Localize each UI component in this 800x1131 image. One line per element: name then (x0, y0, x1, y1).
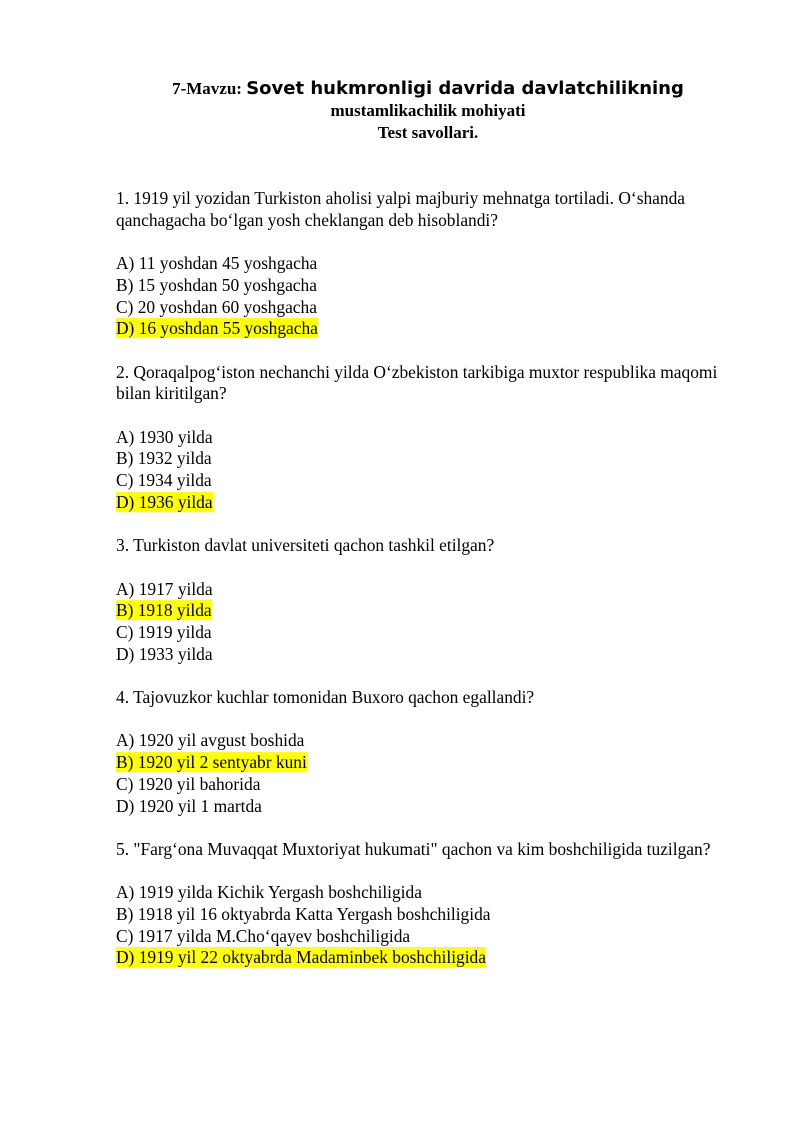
answer-option (116, 904, 746, 926)
option-text: C) 1919 yilda (116, 621, 212, 642)
correct-answer-option (116, 600, 746, 622)
topic-name: Sovet hukmronligi davrida davlatchilikning (246, 78, 684, 99)
option-text: D) 16 yoshdan 55 yoshgacha (116, 318, 318, 339)
answer-option (116, 926, 746, 948)
answer-option (116, 470, 746, 492)
question-2 (116, 362, 746, 514)
question-list (116, 188, 746, 991)
option-text: C) 1917 yilda M.Cho‘qayev boshchiligida (116, 925, 411, 946)
question-5 (116, 839, 746, 969)
answer-option (116, 275, 746, 297)
option-text: C) 20 yoshdan 60 yoshgacha (116, 296, 317, 317)
answer-option (116, 448, 746, 470)
answer-option (116, 644, 746, 666)
answer-option (116, 730, 746, 752)
option-text: D) 1933 yilda (116, 643, 213, 664)
answer-option (116, 796, 746, 818)
option-text: D) 1920 yil 1 martda (116, 795, 262, 816)
option-text: B) 1920 yil 2 sentyabr kuni (116, 752, 307, 773)
question-text: 2. Qoraqalpog‘iston nechanchi yilda O‘zbekiston tarkibiga muxtor respublika maqomi bilan kiritilgan? (116, 361, 718, 404)
section-title: Test savollari. (377, 123, 479, 142)
option-text: A) 1930 yilda (116, 426, 213, 447)
option-text: C) 1934 yilda (116, 470, 212, 491)
correct-answer-option (116, 752, 746, 774)
topic-label: 7-Mavzu: (172, 79, 242, 98)
answer-option (116, 427, 746, 449)
topic-title (28, 78, 800, 100)
option-text: A) 11 yoshdan 45 yoshgacha (116, 253, 318, 274)
question-text: 4. Tajovuzkor kuchlar tomonidan Buxoro qachon egallandi? (116, 687, 535, 708)
question-3 (116, 535, 746, 665)
question-1 (116, 188, 746, 340)
answer-option (116, 297, 746, 319)
option-text: A) 1917 yilda (116, 578, 213, 599)
option-text: A) 1919 yilda Kichik Yergash boshchiligida (116, 882, 422, 903)
question-text: 3. Turkiston davlat universiteti qachon tashkil etilgan? (116, 535, 495, 556)
correct-answer-option (116, 318, 746, 340)
answer-option (116, 622, 746, 644)
answer-option (116, 579, 746, 601)
option-text: D) 1936 yilda (116, 491, 213, 512)
question-text: 5. "Farg‘ona Muvaqqat Muxtoriyat hukumati" qachon va kim boshchiligida tuzilgan? (116, 838, 711, 859)
answer-option (116, 253, 746, 275)
answer-option (116, 882, 746, 904)
answer-option (116, 774, 746, 796)
option-text: B) 1932 yilda (116, 448, 212, 469)
option-text: C) 1920 yil bahorida (116, 773, 261, 794)
correct-answer-option (116, 947, 746, 969)
question-text: 1. 1919 yil yozidan Turkiston aholisi yalpi majburiy mehnatga tortiladi. O‘shanda qanchagacha bo‘lgan yosh cheklangan deb hisoblandi? (116, 188, 685, 230)
option-text: D) 1919 yil 22 oktyabrda Madaminbek boshchiligida (116, 947, 486, 968)
topic-subtitle: mustamlikachilik mohiyati (330, 101, 526, 120)
option-text: A) 1920 yil avgust boshida (116, 730, 305, 751)
option-text: B) 1918 yilda (116, 600, 212, 621)
option-text: B) 15 yoshdan 50 yoshgacha (116, 274, 317, 295)
correct-answer-option (116, 492, 746, 514)
option-text: B) 1918 yil 16 oktyabrda Katta Yergash boshchiligida (116, 904, 491, 925)
document-header (0, 78, 800, 144)
question-4 (116, 687, 746, 817)
